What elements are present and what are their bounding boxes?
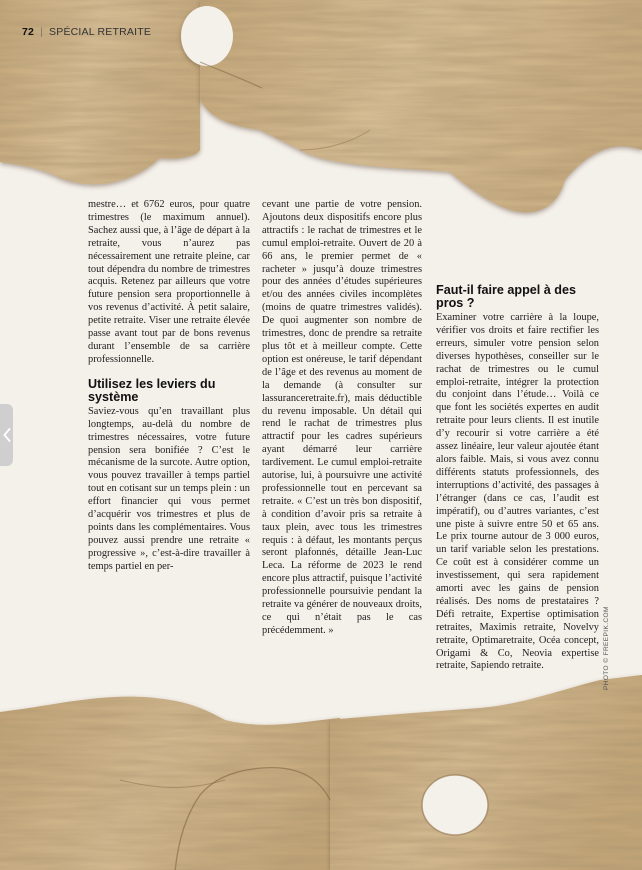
article-column-2 xyxy=(262,199,422,638)
section-heading: Faut-il faire appel à des pros ? xyxy=(436,283,576,310)
article-column-3 xyxy=(436,284,599,673)
chevron-left-icon xyxy=(3,428,11,442)
section-title: SPÉCIAL RETRAITE xyxy=(49,26,152,38)
header-separator: | xyxy=(40,26,44,38)
paragraph: cevant une partie de votre pension. Ajoutons deux dispositifs encore plus attractifs : le rachat de trimestres et le cumul emploi-retraite. Ouvert de 20 à 66 ans, le premier permet de « racheter » jusqu’à douze trimestres pour des années d’études supérieures et/ou des années civiles incomplètes (moins de quatre trimestres validés). De quoi augmenter son nombre de trimestres, donc de prendre sa retraite plus tôt et à meilleur compte. Cette option est onéreuse, le tarif dépendant de l’âge et des revenus au moment de la demande (à consulter sur lassuranceretraite.fr), mais déductible du revenu imposable. Un détail qui rend le rachat de trimestres plus attractif pour les cadres supérieurs ayant démarré leur carrière tardivement. Le cumul emploi-retraite autorise, lui, à poursuivre une activité professionnelle tout en percevant sa retraite. « C’est un très bon dispositif, à condition d’avoir pris sa retraite à taux plein, avec tous les trimestres requis : à défaut, les montants perçus seront plafonnés, détaille Jean-Luc Leca. La réforme de 2023 le rend encore plus attractif, puisque l’activité professionnelle poursuivie pendant la retraite va générer de nouveaux droits, ce qui n’était pas le cas précédemment. » xyxy=(262,199,422,636)
page-header xyxy=(22,26,151,38)
section-heading: Utilisez les leviers du système xyxy=(88,376,216,404)
page-number: 72 xyxy=(22,26,35,38)
paragraph: Examiner votre carrière à la loupe, vérifier vos droits et faire rectifier les erreurs, simuler votre pension selon diverses hypothèses, conseiller sur le rachat de trimestres ou le cumul emploi-retraite, intégrer la protection du conjoint dans l’étude… Voilà ce que font les sociétés expertes en audit retraite pour leurs clients. Il est inutile d’y recourir si votre carrière a été assez linéaire, leur valeur ajoutée étant alors faible. Mais, si vous avez connu différents statuts professionnels, des interruptions d’activité, des passages à l’étranger (dans ce cas, l’audit est impératif), ou d’autres variantes, c’est une piste à suivre entre 50 et 65 ans. Le prix tourne autour de 3 000 euros, un tarif variable selon les prestations. Ce coût est à considérer comme un investissement, qui sera rapidement amorti avec les gains de pension réalisés. Des noms de prestataires ? Défi retraite, Expertise optimisation retraites, Maximis retraite, Novelvy retraite, Optimaretraite, Océa concept, Origami & Co, Neovia expertise retraite, Sapiendo retraite. xyxy=(436,312,599,672)
photo-credit: PHOTO © FREEPIK.COM xyxy=(603,606,610,690)
previous-page-button[interactable] xyxy=(0,404,13,466)
article-column-1 xyxy=(88,199,250,574)
paragraph: mestre… et 6762 euros, pour quatre trimestres (le maximum annuel). Sachez aussi que, à l’âge de départ à la retraite, vous n’aurez pas nécessairement une retraite pleine, car tout dépendra du nombre de trimestres acquis. Retenez par ailleurs que votre future pension sera proportionnelle à vos revenus d’activité. À petit salaire, petite retraite. Viser une retraite élevée passe avant tout par de bons revenus durant l’ensemble de sa carrière professionnelle. xyxy=(88,199,250,365)
paragraph: Saviez-vous qu’en travaillant plus longtemps, au-delà du nombre de trimestres nécessaires, votre future pension sera bonifiée ? C’est le mécanisme de la surcote. Autre option, vous pouvez travailler à temps partiel tout en cotisant sur un temps plein : un effort financier qui vous permet d’acquérir vos trimestres et plus de points dans les complémentaires. Vous pouvez aussi prendre une retraite « progressive », c’est-à-dire travailler à temps partiel en per- xyxy=(88,405,250,572)
